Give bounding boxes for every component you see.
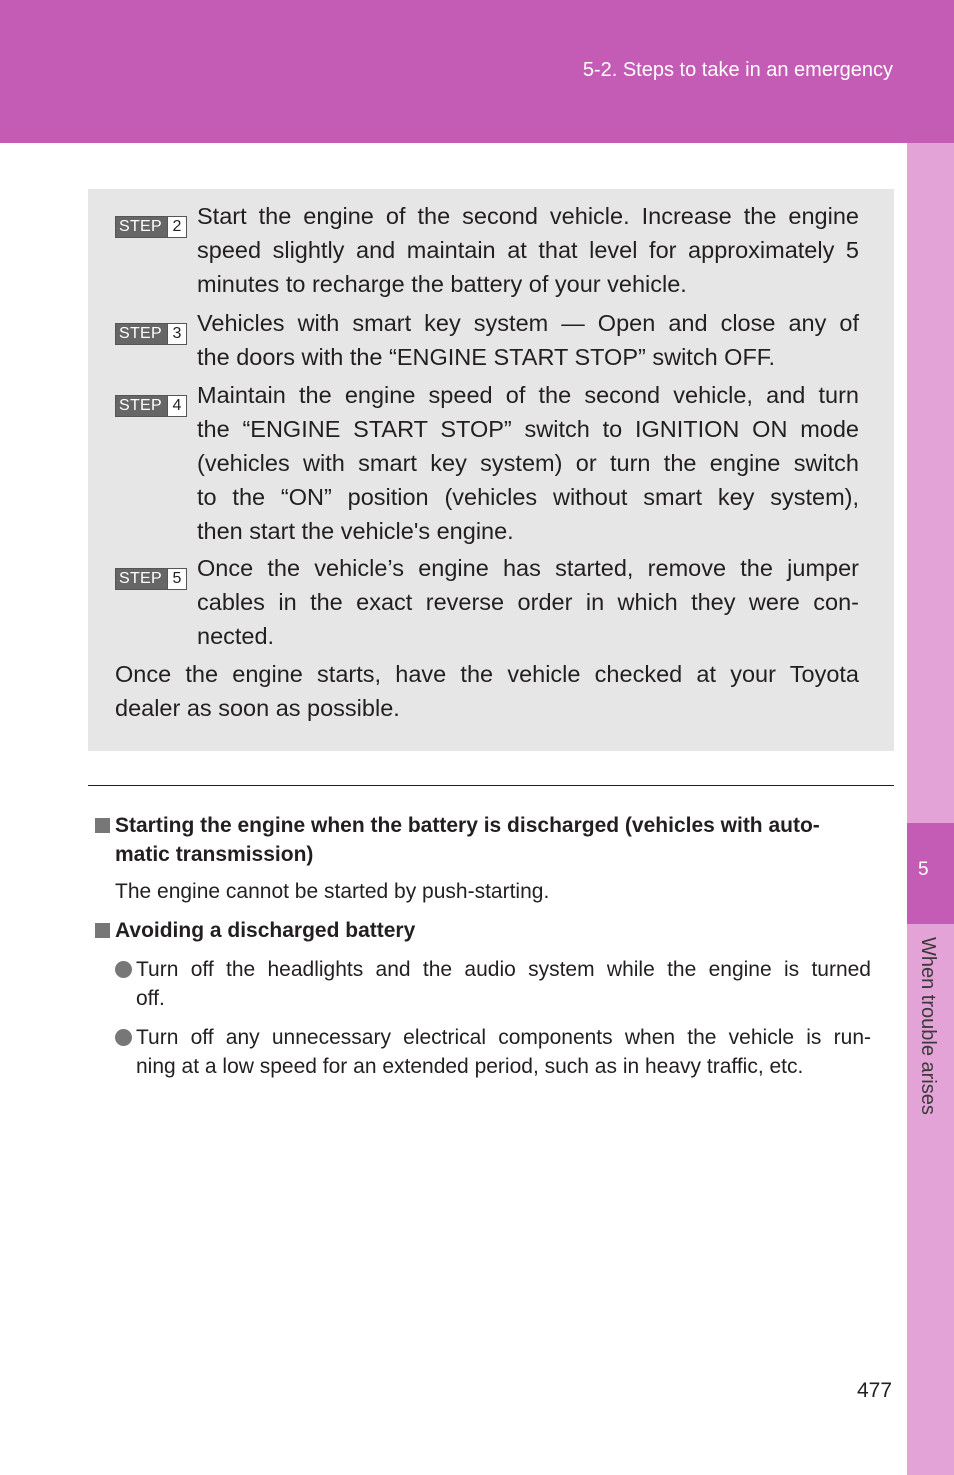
circle-bullet-icon [115, 1029, 132, 1046]
closing-line: Once the engine starts, have the vehicle checked at your Toyota [115, 661, 859, 687]
step-text-line: Once the vehicle’s engine has started, remove the jumper [197, 555, 859, 581]
side-tab-strip [907, 143, 954, 1475]
step-5 [115, 551, 859, 653]
step-badge [115, 216, 187, 238]
step-badge [115, 323, 187, 345]
note-heading-text: Avoiding a discharged battery [115, 919, 416, 942]
step-text [197, 378, 859, 548]
chapter-number: 5 [918, 859, 929, 880]
circle-bullet-icon [115, 961, 132, 978]
step-text-line: (vehicles with smart key system) or turn the engine switch [197, 450, 859, 476]
step-text [197, 199, 859, 301]
bullet-line: Turn off the headlights and the audio system while the engine is turned [136, 958, 871, 981]
chapter-tab [907, 823, 954, 924]
step-2 [115, 199, 859, 301]
step-badge-label: STEP [116, 324, 167, 344]
bullet-text [136, 955, 871, 1013]
step-text-line: speed slightly and maintain at that level for approximately 5 [197, 237, 859, 263]
note-heading-line: Starting the engine when the battery is discharged (vehicles with auto- [115, 814, 820, 837]
step-text-line: the doors with the “ENGINE START STOP” switch OFF. [197, 344, 776, 370]
bullet-text [136, 1023, 871, 1081]
step-text-line: the “ENGINE START STOP” switch to IGNITION ON mode [197, 416, 859, 442]
step-text [197, 306, 859, 374]
step-text-line: then start the vehicle's engine. [197, 518, 514, 544]
note-heading-line: matic transmission) [115, 843, 314, 866]
note-heading [95, 811, 890, 869]
step-text-line: to the “ON” position (vehicles without smart key system), [197, 484, 859, 510]
step-badge-number: 3 [167, 324, 186, 344]
chapter-title: When trouble arises [917, 937, 939, 1115]
step-3 [115, 306, 859, 374]
square-bullet-icon [95, 818, 110, 833]
step-text [197, 551, 859, 653]
step-badge-number: 4 [167, 396, 186, 416]
step-text-line: Start the engine of the second vehicle. Increase the engine [197, 203, 859, 229]
step-badge-label: STEP [116, 569, 167, 589]
closing-line: dealer as soon as possible. [115, 695, 400, 721]
section-title: 5-2. Steps to take in an emergency [582, 59, 893, 81]
bullet-line: ning at a low speed for an extended period, such as in heavy traffic, etc. [136, 1055, 804, 1078]
step-text-line: Vehicles with smart key system — Open and close any of [197, 310, 859, 336]
bullet-line: off. [136, 987, 165, 1010]
page-number: 477 [857, 1379, 893, 1402]
step-text-line: minutes to recharge the battery of your vehicle. [197, 271, 687, 297]
square-bullet-icon [95, 923, 110, 938]
note-body: The engine cannot be started by push-starting. [115, 880, 550, 903]
step-badge-label: STEP [116, 217, 167, 237]
step-4 [115, 378, 859, 548]
step-badge-number: 2 [167, 217, 186, 237]
bullet-item [115, 955, 871, 1013]
step-badge-number: 5 [167, 569, 186, 589]
step-text-line: cables in the exact reverse order in which they were con- [197, 589, 859, 615]
page-header [0, 0, 954, 143]
closing-paragraph [115, 657, 859, 725]
section-divider [88, 785, 894, 786]
step-badge [115, 568, 187, 590]
note-heading-text [115, 811, 890, 869]
bullet-line: Turn off any unnecessary electrical components when the vehicle is run- [136, 1026, 871, 1049]
bullet-item [115, 1023, 871, 1081]
step-badge [115, 395, 187, 417]
step-text-line: nected. [197, 623, 275, 649]
note-heading [95, 916, 890, 945]
step-badge-label: STEP [116, 396, 167, 416]
step-text-line: Maintain the engine speed of the second vehicle, and turn [197, 382, 859, 408]
